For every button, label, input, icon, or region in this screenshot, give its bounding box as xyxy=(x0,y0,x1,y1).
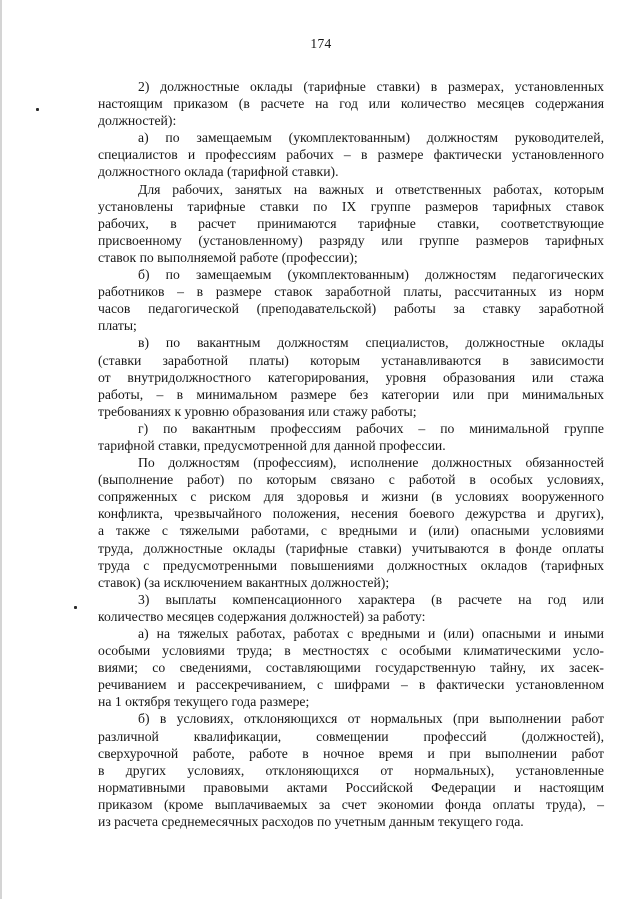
text-line: тарифной ставки, предусмотренной для данной профессии. xyxy=(98,437,446,453)
text-line: сопряженных с риском для здоровья и жизни (в условиях вооруженного xyxy=(98,489,604,505)
text-line: особыми условиями труда; в местностях с особыми климатическими усло- xyxy=(98,643,604,659)
text-line: а также с тяжелыми работами, с вредными и (или) опасными условиями xyxy=(98,523,604,539)
text-line: ставок) (за исключением вакантных должностей); xyxy=(98,574,390,590)
text-line: рабочих, в расчет принимаются тарифные ставки, соответствующие xyxy=(98,215,604,231)
text-line: работы, – в минимальном размере без категории или при минимальных xyxy=(98,386,604,402)
text-line: приказом (кроме выплачиваемых за счет экономии фонда оплаты труда), – xyxy=(98,796,604,812)
text-line: присвоенному (установленному) разряду или группе размеров тарифных xyxy=(98,232,604,248)
text-line: специалистов и профессиям рабочих – в размере фактически установленного xyxy=(98,147,604,163)
text-line: установлены тарифные ставки по IX группе размеров тарифных ставок xyxy=(98,198,604,214)
text-line: труда, должностные оклады (тарифные ставки) учитываются в фонде оплаты xyxy=(98,540,604,556)
page-number: 174 xyxy=(310,36,332,51)
document-body xyxy=(98,78,604,830)
text-line: ставок по выполняемой работе (профессии); xyxy=(98,249,358,265)
text-line: 2) должностные оклады (тарифные ставки) в размерах, установленных xyxy=(138,79,604,94)
text-line: г) по вакантным профессиям рабочих – по минимальной группе xyxy=(138,420,604,436)
scan-speck xyxy=(36,108,39,111)
text-line: в других условиях, отклоняющихся от нормальных), установленные xyxy=(98,762,604,778)
text-line: в) по вакантным должностям специалистов, должностные оклады xyxy=(138,335,604,351)
scan-speck xyxy=(74,606,77,609)
text-line: должностного оклада (тарифной ставки). xyxy=(98,164,339,180)
text-line: работников – в размере ставок заработной платы, рассчитанных из норм xyxy=(98,284,604,300)
text-line: По должностям (профессиям), исполнение должностных обязанностей xyxy=(138,455,604,471)
text-line: 3) выплаты компенсационного характера (в расчете на год или xyxy=(138,591,604,607)
text-line: а) по замещаемым (укомплектованным) должностям руководителей, xyxy=(138,130,604,146)
text-line: (ставки заработной платы) которым устанавливаются в зависимости xyxy=(98,352,604,368)
text-line: платы; xyxy=(98,318,137,334)
text-line: конфликта, чрезвычайного положения, несения боевого дежурства и других), xyxy=(98,506,604,522)
text-line: труда с предусмотренными повышениями должностных окладов (тарифных xyxy=(98,557,604,573)
text-line: требованиях к уровню образования или стажу работы; xyxy=(98,403,417,419)
text-line: виями; со сведениями, составляющими государственную тайну, их засек- xyxy=(98,660,604,676)
text-line: Для рабочих, занятых на важных и ответственных работах, которым xyxy=(138,181,604,197)
text-line: сверхурочной работе, работе в ночное время и при выполнении работ xyxy=(98,745,604,761)
text-line: от внутридолжностного категорирования, уровня образования или стажа xyxy=(98,369,604,385)
text-line: нормативными правовыми актами Российской Федерации и настоящим xyxy=(98,779,604,795)
text-line: б) в условиях, отклоняющихся от нормальных (при выполнении работ xyxy=(138,711,604,727)
text-line: различной квалификации, совмещении профессий (должностей), xyxy=(98,728,604,744)
text-line: (выполнение работ) по которым связано с работой в особых условиях, xyxy=(98,472,604,488)
text-line: б) по замещаемым (укомплектованным) должностям педагогических xyxy=(138,267,604,283)
text-line: из расчета среднемесячных расходов по учетным данным текущего года. xyxy=(98,814,524,830)
text-line: настоящим приказом (в расчете на год или количество месяцев содержания xyxy=(98,96,604,112)
text-line: на 1 октября текущего года размере; xyxy=(98,694,310,710)
text-line: речиванием и рассекречиванием, с шифрами – в фактически установленном xyxy=(98,677,604,693)
text-line: должностей): xyxy=(98,113,177,129)
text-line: а) на тяжелых работах, работах с вредными и (или) опасными и иными xyxy=(138,626,604,641)
text-line: количество месяцев содержания должностей) за работу: xyxy=(98,608,426,624)
text-line: часов педагогической (преподавательской) работы за ставку заработной xyxy=(98,301,604,317)
